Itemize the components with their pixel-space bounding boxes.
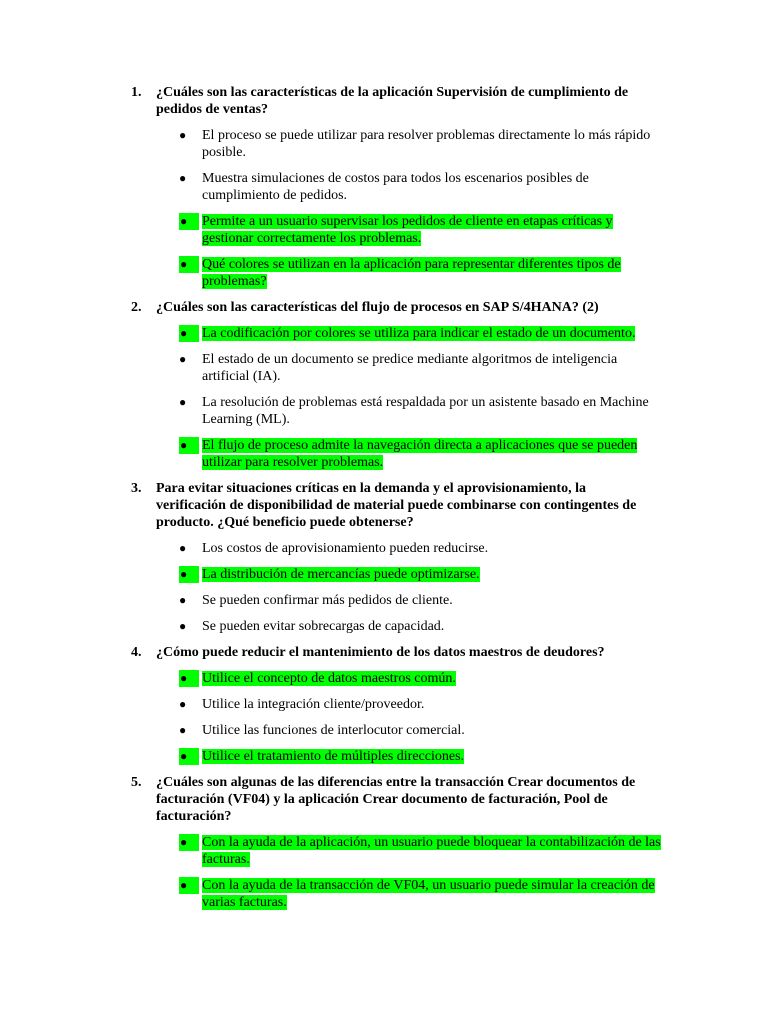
question-number: 4.	[131, 645, 142, 660]
answer-option-highlighted	[0, 325, 768, 342]
bullet-icon: ●	[179, 723, 187, 737]
bullet-icon: ●	[179, 593, 187, 607]
question-text: Para evitar situaciones críticas en la demanda y el aprovisionamiento, la verificación de disponibilidad de material puede combinarse con contingentes de producto. ¿Qué beneficio puede obtenerse?	[156, 481, 637, 530]
answer-text: El estado de un documento se predice mediante algoritmos de inteligencia artificial (IA).	[202, 352, 618, 384]
bullet-icon: ●	[179, 256, 199, 273]
question-text: ¿Cómo puede reducir el mantenimiento de los datos maestros de deudores?	[156, 645, 605, 660]
question-document	[0, 84, 768, 920]
answer-text: Se pueden evitar sobrecargas de capacidad.	[202, 619, 445, 634]
answer-text: Utilice el tratamiento de múltiples direcciones.	[202, 749, 465, 764]
answer-list	[0, 670, 768, 765]
question-number: 5.	[131, 775, 142, 790]
bullet-icon: ●	[179, 325, 199, 342]
answer-text: Utilice el concepto de datos maestros común.	[202, 671, 456, 686]
bullet-icon: ●	[179, 395, 187, 409]
answer-text: Los costos de aprovisionamiento pueden reducirse.	[202, 541, 489, 556]
question-text: ¿Cuáles son las características de la aplicación Supervisión de cumplimiento de pedidos de ventas?	[156, 85, 629, 117]
answer-text: Muestra simulaciones de costos para todos los escenarios posibles de cumplimiento de pedidos.	[202, 171, 589, 203]
answer-option-highlighted	[0, 437, 768, 471]
answer-option	[0, 170, 768, 204]
question-number: 3.	[131, 481, 142, 496]
bullet-icon: ●	[179, 213, 199, 230]
answer-text: Utilice la integración cliente/proveedor.	[202, 697, 425, 712]
bullet-icon: ●	[179, 834, 199, 851]
question-2	[0, 299, 768, 471]
answer-text: La codificación por colores se utiliza para indicar el estado de un documento.	[202, 326, 636, 341]
answer-list	[0, 540, 768, 635]
question-text: ¿Cuáles son las características del flujo de procesos en SAP S/4HANA? (2)	[156, 300, 599, 315]
answer-option-highlighted	[0, 834, 768, 868]
answer-text: Qué colores se utilizan en la aplicación para representar diferentes tipos de problemas?	[202, 257, 621, 289]
answer-list	[0, 325, 768, 471]
bullet-icon: ●	[179, 128, 187, 142]
answer-option-highlighted	[0, 256, 768, 290]
answer-option	[0, 722, 768, 739]
answer-option-highlighted	[0, 566, 768, 583]
answer-option-highlighted	[0, 877, 768, 911]
question-text: ¿Cuáles son algunas de las diferencias entre la transacción Crear documentos de facturación (VF04) y la aplicación Crear documento de facturación, Pool de facturación?	[156, 775, 636, 824]
question-number: 2.	[131, 300, 142, 315]
bullet-icon: ●	[179, 437, 199, 454]
question-4	[0, 644, 768, 765]
answer-option-highlighted	[0, 748, 768, 765]
bullet-icon: ●	[179, 171, 187, 185]
bullet-icon: ●	[179, 877, 199, 894]
answer-text: Con la ayuda de la aplicación, un usuario puede bloquear la contabilización de las facturas.	[202, 835, 661, 867]
question-1	[0, 84, 768, 290]
bullet-icon: ●	[179, 352, 187, 366]
answer-text: El flujo de proceso admite la navegación directa a aplicaciones que se pueden utilizar para resolver problemas.	[202, 438, 638, 470]
answer-text: La distribución de mercancías puede optimizarse.	[202, 567, 480, 582]
bullet-icon: ●	[179, 697, 187, 711]
answer-text: Utilice las funciones de interlocutor comercial.	[202, 723, 465, 738]
bullet-icon: ●	[179, 566, 199, 583]
answer-option	[0, 351, 768, 385]
answer-text: El proceso se puede utilizar para resolver problemas directamente lo más rápido posible.	[202, 128, 651, 160]
bullet-icon: ●	[179, 670, 199, 687]
answer-option	[0, 618, 768, 635]
answer-list	[0, 127, 768, 290]
question-list	[0, 84, 768, 911]
answer-option-highlighted	[0, 670, 768, 687]
answer-option	[0, 592, 768, 609]
question-3	[0, 480, 768, 635]
bullet-icon: ●	[179, 619, 187, 633]
answer-list	[0, 834, 768, 911]
bullet-icon: ●	[179, 748, 199, 765]
answer-option-highlighted	[0, 213, 768, 247]
answer-option	[0, 540, 768, 557]
answer-text: La resolución de problemas está respaldada por un asistente basado en Machine Learning (ML).	[202, 395, 649, 427]
answer-option	[0, 127, 768, 161]
answer-text: Con la ayuda de la transacción de VF04, un usuario puede simular la creación de varias facturas.	[202, 878, 655, 910]
bullet-icon: ●	[179, 541, 187, 555]
answer-text: Se pueden confirmar más pedidos de cliente.	[202, 593, 453, 608]
answer-option	[0, 696, 768, 713]
question-5	[0, 774, 768, 911]
answer-option	[0, 394, 768, 428]
answer-text: Permite a un usuario supervisar los pedidos de cliente en etapas críticas y gestionar correctamente los problemas.	[202, 214, 613, 246]
question-number: 1.	[131, 85, 142, 100]
